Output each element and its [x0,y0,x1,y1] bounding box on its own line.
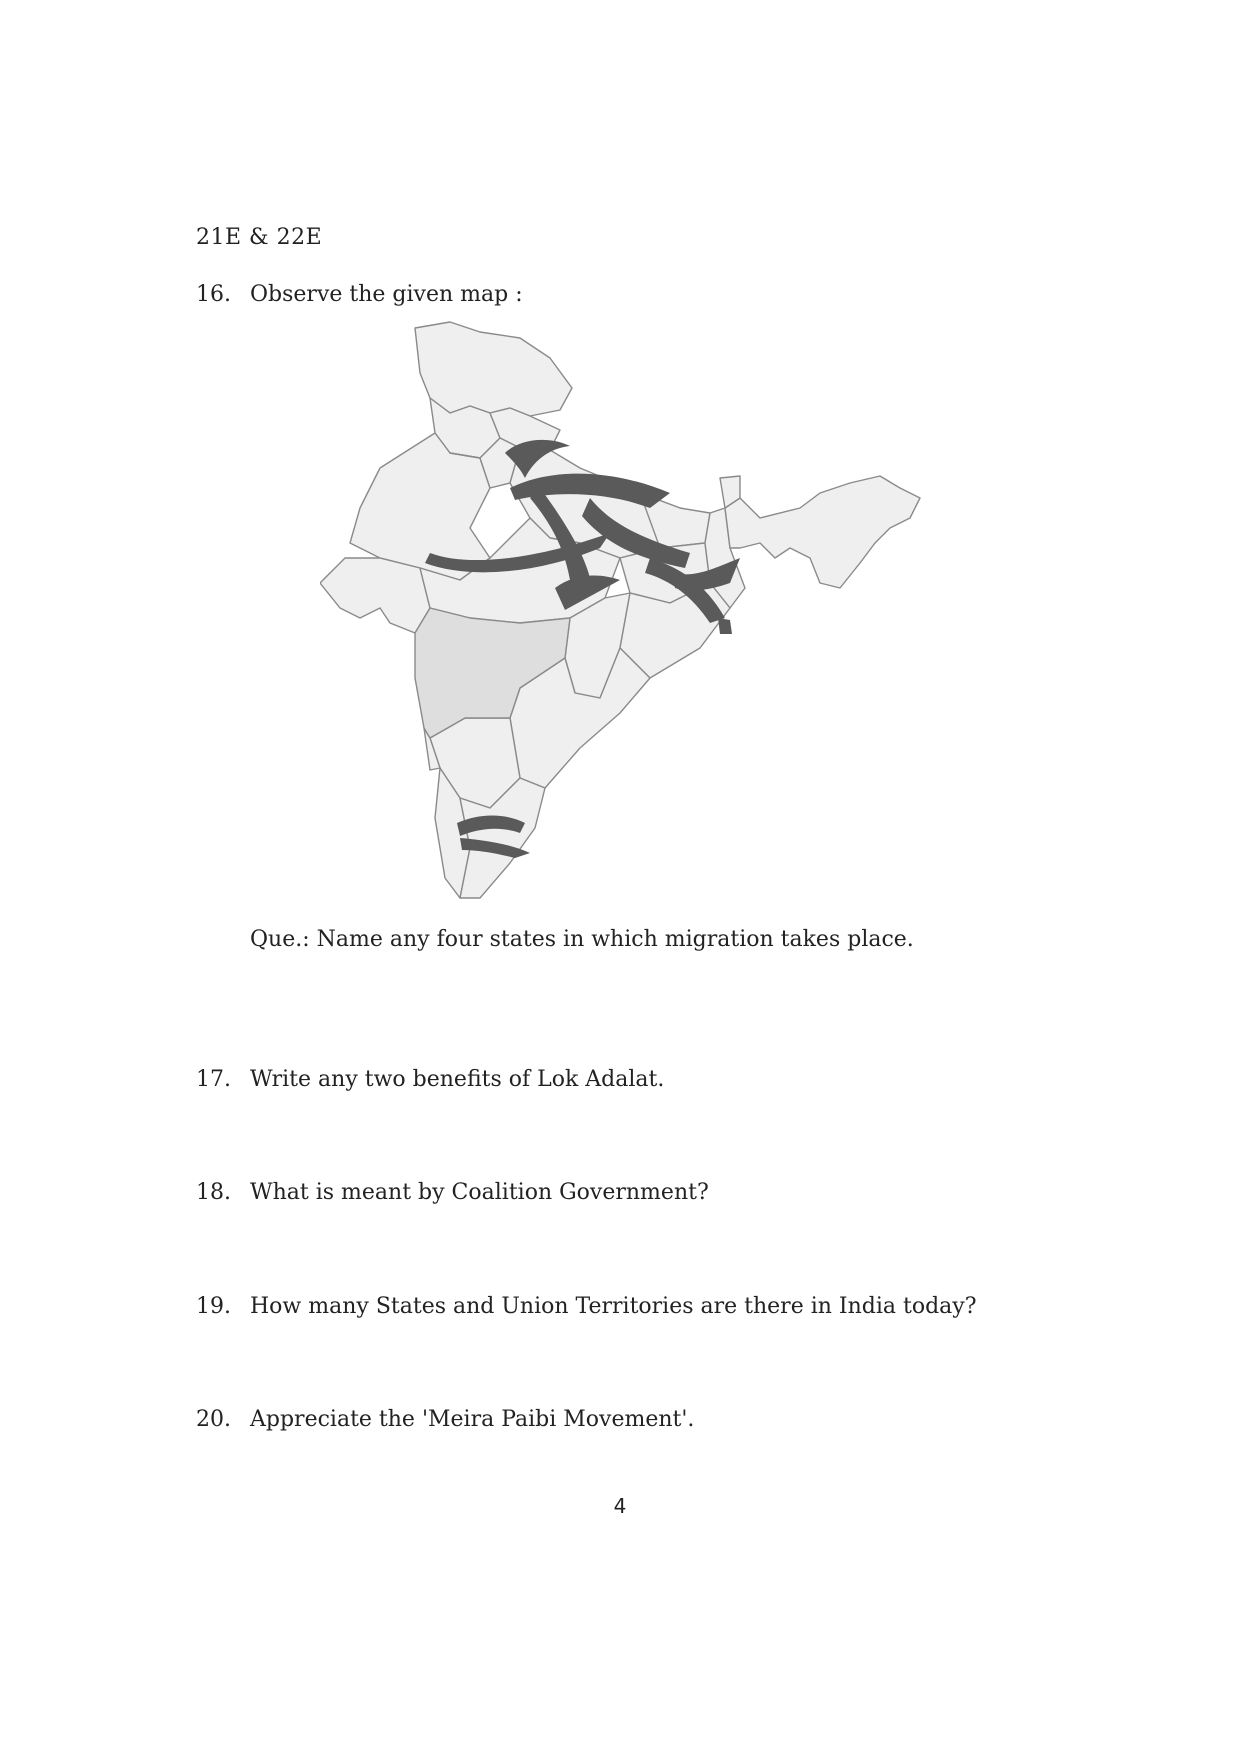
question-text: What is meant by Coalition Government? [250,1180,709,1205]
region-gujarat [320,558,430,633]
question-number: 19. [196,1294,231,1319]
question-number: 16. [196,282,231,307]
region-north [415,322,572,416]
question-16 [196,281,523,309]
question-18 [196,1179,709,1207]
question-text: Observe the given map : [250,282,523,307]
sub-question: Que.: Name any four states in which migration takes place. [250,927,914,952]
question-text: How many States and Union Territories are there in India today? [250,1294,977,1319]
question-number: 20. [196,1407,231,1432]
region-northeast [725,476,920,588]
question-17 [196,1066,664,1094]
india-migration-map [320,318,930,918]
question-text: Write any two benefits of Lok Adalat. [250,1067,665,1092]
question-20 [196,1406,694,1434]
question-number: 18. [196,1180,231,1205]
question-number: 17. [196,1067,231,1092]
paper-code: 21E & 22E [196,225,323,250]
question-text: Appreciate the 'Meira Paibi Movement'. [250,1407,695,1432]
migration-arrow-kolkata [718,618,732,634]
question-19 [196,1293,977,1321]
page-number: 4 [613,1494,627,1518]
